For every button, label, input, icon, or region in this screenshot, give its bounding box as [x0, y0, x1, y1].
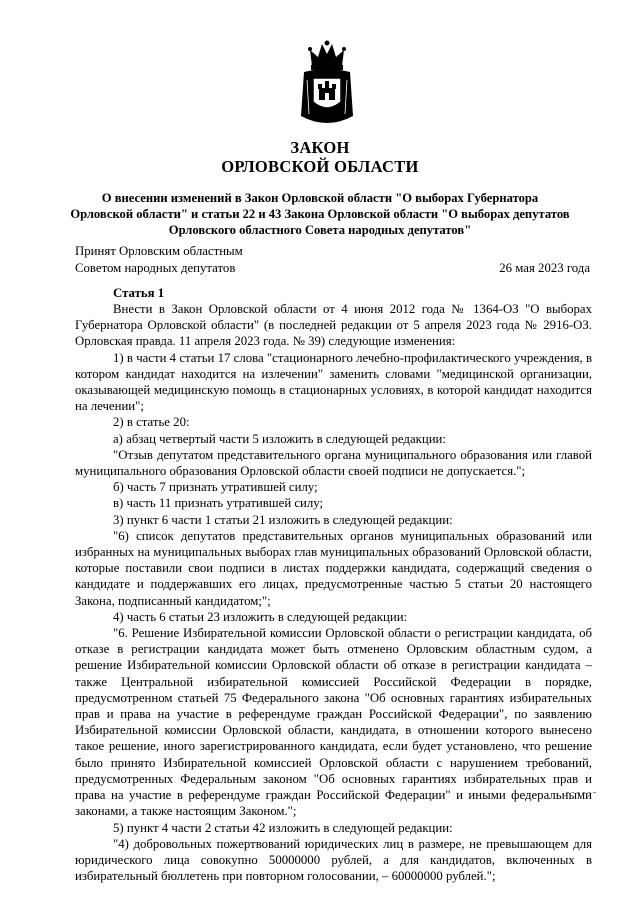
article-paragraph: 3) пункт 6 части 1 статьи 21 изложить в следующей редакции:: [113, 512, 453, 527]
article-paragraph: "6) список депутатов представительных органов муниципальных образований или избранных на муниципальных выборах глав муниципальных образований Орловской области, которые поставили свои подписи в листах поддержки кандидата, содержащий сведения о кандидате и поддержавших его лицах, предусмотренные частью 5 статьи 20 настоящего Закона, подписанный кандидатом;";: [75, 528, 592, 608]
article-paragraph: 5) пункт 4 части 2 статьи 42 изложить в следующей редакции:: [113, 820, 453, 835]
scan-mark: [566, 792, 596, 793]
article-paragraph: "4) добровольных пожертвований юридических лиц в размере, не превышающем для юридического лица совокупно 50000000 рублей, а для кандидатов, включенных в избирательный бюллетень при повторном голосовании, – 60000000 рублей.";: [75, 836, 592, 884]
article-body: [75, 301, 592, 884]
article-paragraph: 2) в статье 20:: [113, 415, 190, 430]
article-paragraph: "6. Решение Избирательной комиссии Орловской области о регистрации кандидата, об отказе в регистрации кандидата может быть отменено Орловским областным судом, а решение Избирательной комиссии Орловской области об отказе в регистрации кандидата – также Центральной избирательной комиссией Российской Федерации в порядке, предусмотренном статьей 75 Федерального закона "Об основных гарантиях избирательных прав и права на участие в референдуме граждан Российской Федерации", по заявлению Избирательной комиссии Орловской области, кандидата, в отношении которого вынесено такое решение, иного зарегистрированного кандидата, если будет установлено, что решение было принято Избирательной комиссией Орловской области с нарушением требований, предусмотренных Федеральным законом "Об основных гарантиях избирательных прав и права на участие в референдуме граждан Российской Федерации" и иными федеральными законами, а также настоящим Законом.";: [75, 626, 592, 819]
article-title: Статья 1: [113, 286, 165, 300]
adoption-line-1: Принят Орловским областным: [75, 244, 243, 258]
adoption-block: [75, 243, 243, 277]
article-paragraph: Внести в Закон Орловской области от 4 июня 2012 года № 1364-ОЗ "О выборах Губернатора Орловской области" (в последней редакции от 5 апреля 2023 года № 2916-ОЗ. Орловская правда. 11 апреля 2023 года. № 39) следующие изменения:: [75, 302, 592, 349]
law-subtitle: О внесении изменений в Закон Орловской области "О выборах Губернатора Орловской области" и статьи 22 и 43 Закона Орловской области "О выборах депутатов Орловского областного Совета народных депутатов": [70, 191, 570, 237]
article-paragraph: б) часть 7 признать утратившей силу;: [113, 480, 318, 495]
article-paragraph: 4) часть 6 статьи 23 изложить в следующей редакции:: [113, 609, 408, 624]
coat-of-arms-icon: [298, 40, 356, 126]
article-paragraph: "Отзыв депутатом представительного органа муниципального образования или главой муниципального образования Орловской области своей подписи не допускается.";: [75, 447, 592, 479]
adoption-date: 26 мая 2023 года: [499, 261, 590, 275]
law-title: ЗАКОН: [290, 138, 350, 157]
law-region-title: ОРЛОВСКОЙ ОБЛАСТИ: [221, 157, 419, 176]
article-paragraph: в) часть 11 признать утратившей силу;: [113, 496, 324, 511]
article-paragraph: а) абзац четвертый части 5 изложить в следующей редакции:: [113, 431, 446, 446]
article-paragraph: 1) в части 4 статьи 17 слова "стационарного лечебно-профилактического учреждения, в котором кандидат находится на излечении" заменить словами "медицинской организации, оказывающей медицинскую помощь в стационарных условиях, в которой кандидат находится на лечении";: [75, 350, 592, 414]
adoption-line-2: Советом народных депутатов: [75, 261, 236, 275]
